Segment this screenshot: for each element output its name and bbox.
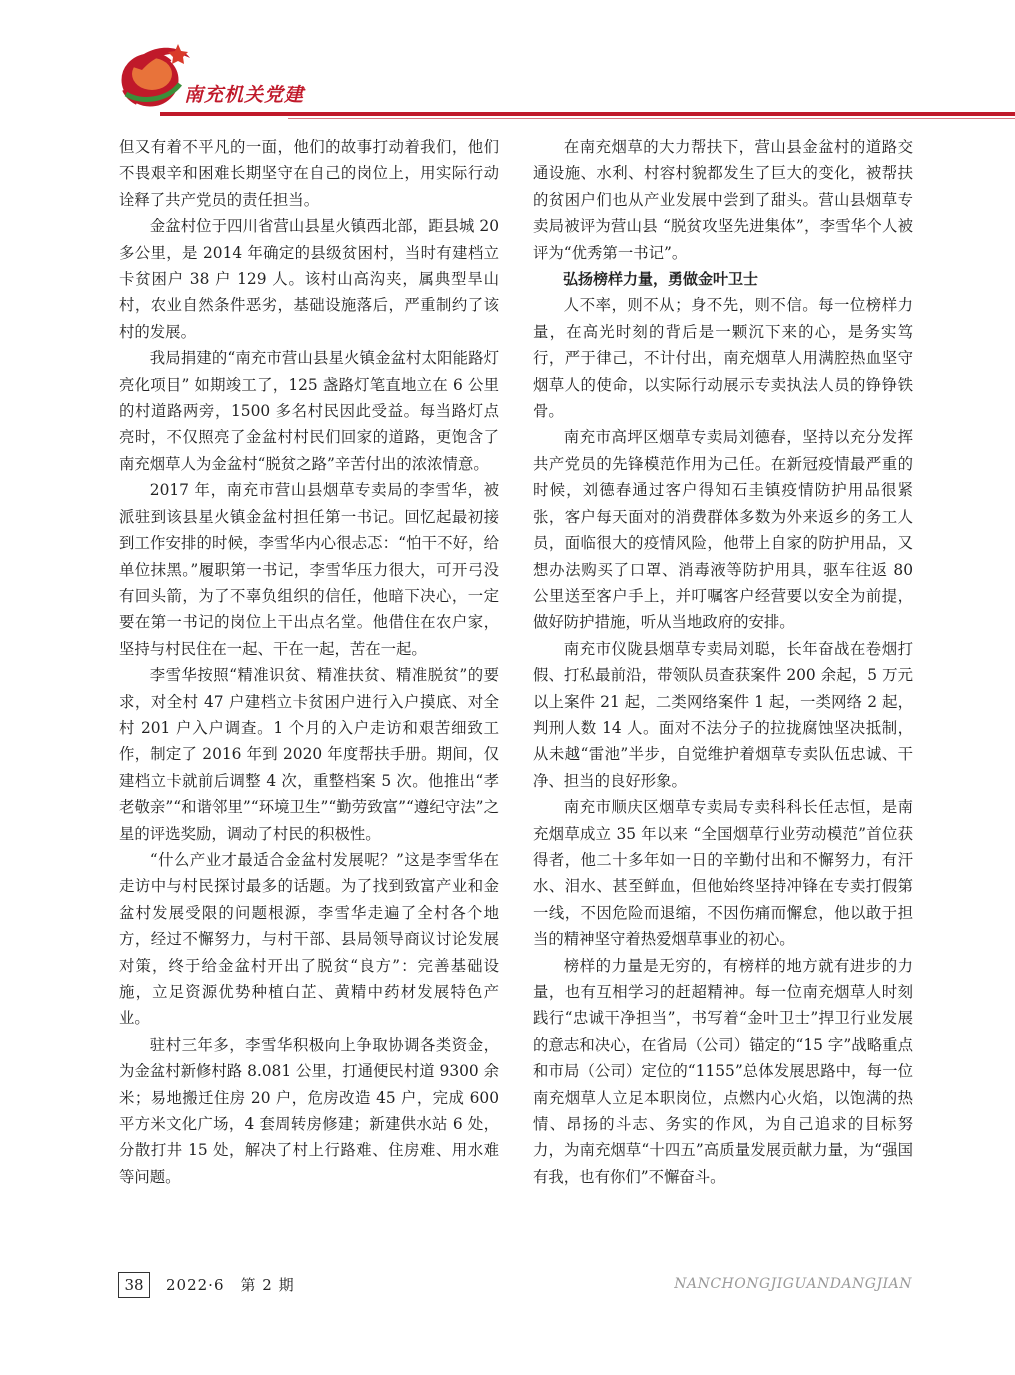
paragraph: 李雪华按照“精准识贫、精准扶贫、精准脱贫”的要求，对全村 47 户建档立卡贫困户进行入户摸底、对全村 201 户入户调查。1 个月的入户走访和艰苦细致工作，制定了 2016 年到 2020 年度帮扶手册。期间，仅建档立卡就前后调整 4 次，重整档案 5 次。他推出“孝老敬亲”“和谐邻里”“环境卫生”“勤劳致富”“遵纪守法”之星的评选奖励，调动了村民的积极性。 — [119, 666, 499, 843]
paragraph: 在南充烟草的大力帮扶下，营山县金盆村的道路交通设施、水利、村容村貌都发生了巨大的变化，被帮扶的贫困户们也从产业发展中尝到了甜头。营山县烟草专卖局被评为营山县 “脱贫攻坚先进集体”，李雪华个人被评为“优秀第一书记”。 — [533, 138, 913, 262]
right-column — [533, 134, 913, 1190]
paragraph: 榜样的力量是无穷的，有榜样的地方就有进步的力量，也有互相学习的赶超精神。每一位南充烟草人时刻践行“忠诚干净担当”，书写着“金叶卫士”捍卫行业发展的意志和决心，在省局（公司）锚定的“15 字”战略重点和市局（公司）定位的“1155”总体发展思路中，每一位南充烟草人立足本职岗位，点燃内心火焰，以饱满的热情、昂扬的斗志、务实的作风，为自己追求的目标努力，为南充烟草“十四五”高质量发展贡献力量，为“强国有我，也有你们”不懈奋斗。 — [533, 956, 913, 1186]
paragraph: 驻村三年多，李雪华积极向上争取协调各类资金，为金盆村新修村路 8.081 公里，打通便民村道 9300 余米；易地搬迁住房 20 户，危房改造 45 户，完成 600 平方米文化广场，4 套周转房修建；新建供水站 6 处，分散打井 15 处，解决了村上行路难、住房难、用水难等问题。 — [119, 1035, 499, 1186]
paragraph: 南充市顺庆区烟草专卖局专卖科科长任志恒，是南充烟草成立 35 年以来 “全国烟草行业劳动模范”首位获得者，他二十多年如一日的辛勤付出和不懈努力，有汗水、泪水、甚至鲜血，但他始终坚持冲锋在专卖打假第一线，不因危险而退缩，不因伤痛而懈怠，他以敢于担当的精神坚守着热爱烟草事业的初心。 — [533, 798, 913, 949]
paragraph: 金盆村位于四川省营山县星火镇西北部，距县城 20 多公里，是 2014 年确定的县级贫困村，当时有建档立卡贫困户 38 户 129 人。该村山高沟夹，属典型旱山村，农业自然条件恶劣，基础设施落后，严重制约了该村的发展。 — [119, 217, 499, 341]
paragraph: 但又有着不平凡的一面，他们的故事打动着我们，他们不畏艰辛和困难长期坚守在自己的岗位上，用实际行动诠释了共产党员的责任担当。 — [119, 138, 499, 209]
page-footer — [0, 1268, 1015, 1308]
page-number: 38 — [118, 1272, 150, 1298]
paragraph: 2017 年，南充市营山县烟草专卖局的李雪华，被派驻到该县星火镇金盆村担任第一书记。回忆起最初接到工作安排的时候，李雪华内心很忐忑：“怕干不好，给单位抹黑。”履职第一书记，李雪华压力很大，可开弓没有回头箭，为了不辜负组织的信任，他暗下决心，一定要在第一书记的岗位上干出点名堂。他借住在农户家，坚持与村民住在一起、干在一起，苦在一起。 — [119, 481, 499, 658]
header-rule-thin — [288, 118, 1015, 119]
magazine-brand-title: 南充机关党建 — [184, 84, 305, 106]
left-column — [119, 134, 499, 1190]
tobacco-leaf-globe-icon — [112, 36, 196, 120]
paragraph: 南充市仪陇县烟草专卖局刘聪，长年奋战在卷烟打假、打私最前沿，带领队员查获案件 200 余起，5 万元以上案件 21 起，二类网络案件 1 起，一类网络 2 起，判刑人数 14 人。面对不法分子的拉拢腐蚀坚决抵制，从未越“雷池”半步，自觉维护着烟草专卖队伍忠诚、干净、担当的良好形象。 — [533, 639, 913, 790]
page-header — [0, 0, 1015, 130]
paragraph: 人不率，则不从；身不先，则不信。每一位榜样力量，在高光时刻的背后是一颗沉下来的心，是务实笃行，严于律己，不计付出，南充烟草人用满腔热血坚守烟草人的使命，以实际行动展示专卖执法人员的铮铮铁骨。 — [533, 296, 913, 421]
journal-name: NANCHONGJIGUANDANGJIAN — [674, 1276, 912, 1292]
paragraph: 我局捐建的“南充市营山县星火镇金盆村太阳能路灯亮化项目” 如期竣工了，125 盏路灯笔直地立在 6 公里的村道路两旁，1500 多名村民因此受益。每当路灯点亮时，不仅照亮了金盆村村民们回家的道路，更饱含了南充烟草人为金盆村“脱贫之路”辛苦付出的浓浓情意。 — [119, 349, 499, 473]
header-rule — [160, 112, 1015, 116]
paragraph: “什么产业才最适合金盆村发展呢？”这是李雪华在走访中与村民探讨最多的话题。为了找到致富产业和金盆村发展受限的问题根源，李雪华走遍了全村各个地方，经过不懈努力，与村干部、县局领导商议讨论发展对策，终于给金盆村开出了脱贫“良方”：完善基础设施，立足资源优势种植白芷、黄精中药材发展特色产业。 — [119, 850, 499, 1028]
paragraph: 南充市高坪区烟草专卖局刘德春，坚持以充分发挥共产党员的先锋模范作用为己任。在新冠疫情最严重的时候，刘德春通过客户得知石圭镇疫情防护用品很紧张，客户每天面对的消费群体多数为外来返乡的务工人员，面临很大的疫情风险，他带上自家的防护用品，又想办法购买了口罩、消毒液等防护用具，驱车往返 80 公里送至客户手上，并叮嘱客户经营要以安全为前提，做好防护措施，听从当地政府的安排。 — [533, 428, 913, 632]
issue-info: 2022·6 第 2 期 — [166, 1276, 295, 1294]
section-heading: 弘扬榜样力量，勇做金叶卫士 — [563, 270, 759, 289]
